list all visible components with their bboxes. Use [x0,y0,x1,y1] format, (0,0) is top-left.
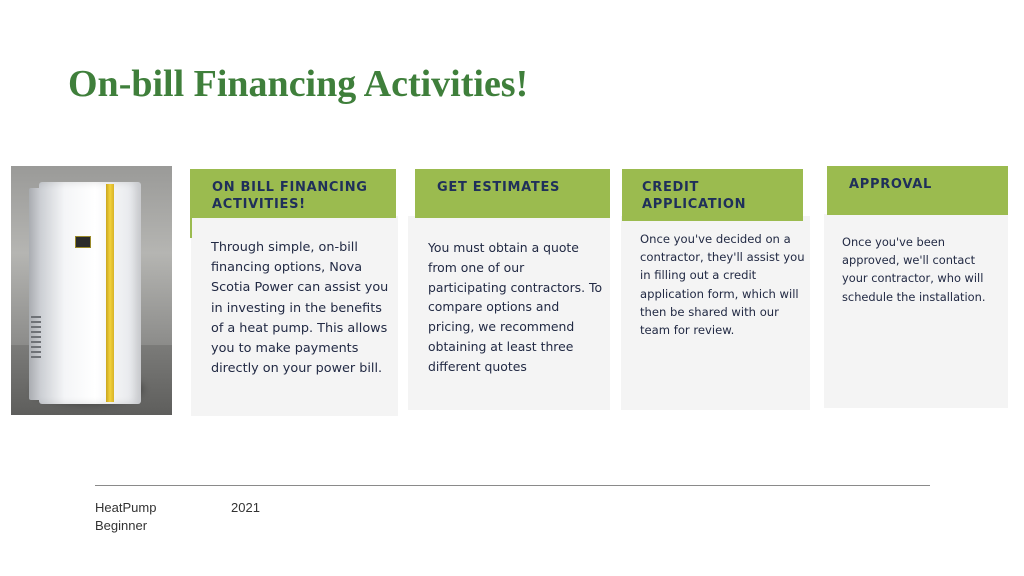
yellow-stripe [106,184,114,402]
card-heading: GET ESTIMATES [415,169,610,218]
card-body: Through simple, on-bill financing options, Nova Scotia Power can assist you in investing in the benefits of a heat pump. This allows you to make payments directly on your power bill. [211,240,389,377]
vent-grille [31,316,41,360]
card-body: Once you've been approved, we'll contact your contractor, who will schedule the installation. [842,235,986,304]
card-body: You must obtain a quote from one of our participating contractors. To compare options and pricing, we recommend obtaining at least three different quotes [428,240,603,374]
page-title: On-bill Financing Activities! [68,63,529,105]
header-accent [190,218,192,238]
heat-pump-icon [39,182,141,404]
display-panel [75,236,91,248]
heat-pump-image [11,166,172,415]
card-heading: CREDIT APPLICATION [622,169,803,221]
footer-divider [95,485,930,486]
card-heading: APPROVAL [827,166,1008,215]
card-body: Once you've decided on a contractor, they'll assist you in filling out a credit application form, which will then be shared with our team for review. [640,232,805,338]
card-heading: ON BILL FINANCING ACTIVITIES! [190,169,396,218]
footer-year: 2021 [231,500,260,515]
footer-brand: HeatPump Beginner [95,500,157,533]
